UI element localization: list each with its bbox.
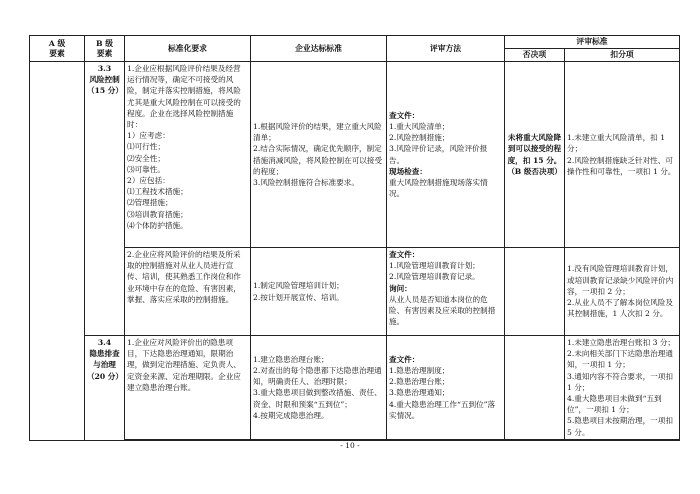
review-method-cell	[387, 248, 505, 336]
deduct-cell: 1.未建立隐患治理台账扣 3 分； 2.未向相关部门下达隐患治理通知，一项扣 1 分； 3.通知内容不符合要求，一项扣 1 分； 4.重大隐患项目未做到“五到位”，一项扣 1 分； 5.隐患项目未按期治理，一项扣 5 分。	[565, 336, 680, 440]
method-heading: 查文件：	[389, 110, 420, 120]
method-body: 从业人员是否知道本岗位的危险、有害因素及应采取的控制措施。	[389, 294, 496, 327]
header-standard-requirement: 标准化要求	[125, 36, 251, 62]
enterprise-standard-cell: 1.制定风险管理培训计划； 2.按计划开展宣传、培训。	[251, 248, 387, 336]
method-body: 1.隐患治理制度； 2.隐患治理台账； 3.隐患治理通知； 4.重大隐患治理工作“五到位”落实情况。	[389, 366, 496, 420]
header-b-level: B 级 要素	[85, 36, 125, 62]
method-heading: 现场检查：	[389, 166, 427, 176]
header-review-method: 评审方法	[387, 36, 505, 62]
header-enterprise-standard: 企业达标标准	[251, 36, 387, 62]
method-body: 1.风险管理培训教育计划； 2.风险管理培训教育记录。	[389, 261, 480, 282]
table-row	[30, 248, 680, 336]
veto-cell	[505, 336, 565, 440]
b-element-risk-control: 3.3 风险控制 （15 分）	[85, 62, 125, 336]
enterprise-standard-cell: 1.建立隐患治理台账； 2.对查出的每个隐患都下达隐患治理通知，明确责任人、治理时限； 3.重大隐患项目做到整改措施、责任、资金、时限和预案“五到位”； 4.按期完成隐患治理。	[251, 336, 387, 440]
requirement-cell: 1.企业应根据风险评价结果及经营运行情况等，确定不可接受的风险，制定并落实控制措施，将风险尤其是重大风险控制在可以接受的程度。企业在选择风险控制措施时： 1）应考虑： ⑴可行性； ⑵安全性； ⑶可靠性。 2）应包括： ⑴工程技术措施； ⑵管理措施； ⑶培训教育措施； ⑷个体防护措施。	[125, 62, 251, 248]
enterprise-standard-cell: 1.根据风险评价的结果，建立重大风险清单； 2.结合实际情况，确定优先顺序，制定措施消减风险，将风险控制在可以接受的程度； 3.风险控制措施符合标准要求。	[251, 62, 387, 248]
deduct-cell: 1.未建立重大风险清单，扣 1 分； 2.风险控制措施缺乏针对性、可操作性和可靠性，一项扣 1 分。	[565, 62, 680, 248]
veto-cell: 未将重大风险降到可以接受的程度，扣 15 分。 （B 级否决项）	[505, 62, 565, 248]
requirement-cell: 1.企业应对风险评价出的隐患项目，下达隐患治理通知，限期治理，做到定治理措施、定负责人、定资金来源、定治理期限。企业应建立隐患治理台账。	[125, 336, 251, 440]
method-heading: 查文件：	[389, 354, 420, 364]
page-number: - 10 -	[340, 441, 360, 450]
veto-cell	[505, 248, 565, 336]
method-heading: 询问：	[389, 283, 412, 293]
review-method-cell	[387, 336, 505, 440]
requirement-cell: 2.企业应将风险评价的结果及所采取的控制措施对从业人员进行宣传、培训，使其熟悉工作岗位和作业环境中存在的危险、有害因素，掌握、落实应采取的控制措施。	[125, 248, 251, 336]
method-body: 1.重大风险清单； 2.风险控制措施； 3.风险评价记录，风险评价报告。	[389, 121, 488, 165]
review-method-cell	[387, 62, 505, 248]
b-element-hazard-management: 3.4 隐患排查 与治理 （20 分）	[85, 336, 125, 441]
deduct-cell: 1.没有风险管理培训教育计划，或培训教育记录缺少风险评价内容，一项扣 2 分； 2.从业人员不了解本岗位风险及其控制措施，1 人次扣 2 分。	[565, 248, 680, 336]
header-a-level: A 级 要素	[30, 36, 85, 62]
header-veto: 否决项	[505, 49, 565, 62]
header-review-criteria: 评审标准	[505, 36, 680, 49]
table-row	[30, 336, 680, 440]
table-row	[30, 62, 680, 248]
header-deduct: 扣分项	[565, 49, 680, 62]
method-heading: 查文件：	[389, 250, 420, 259]
standards-table	[29, 35, 680, 441]
a-level-cell	[30, 62, 85, 441]
method-body: 重大风险控制措施现场落实情况。	[389, 177, 488, 199]
